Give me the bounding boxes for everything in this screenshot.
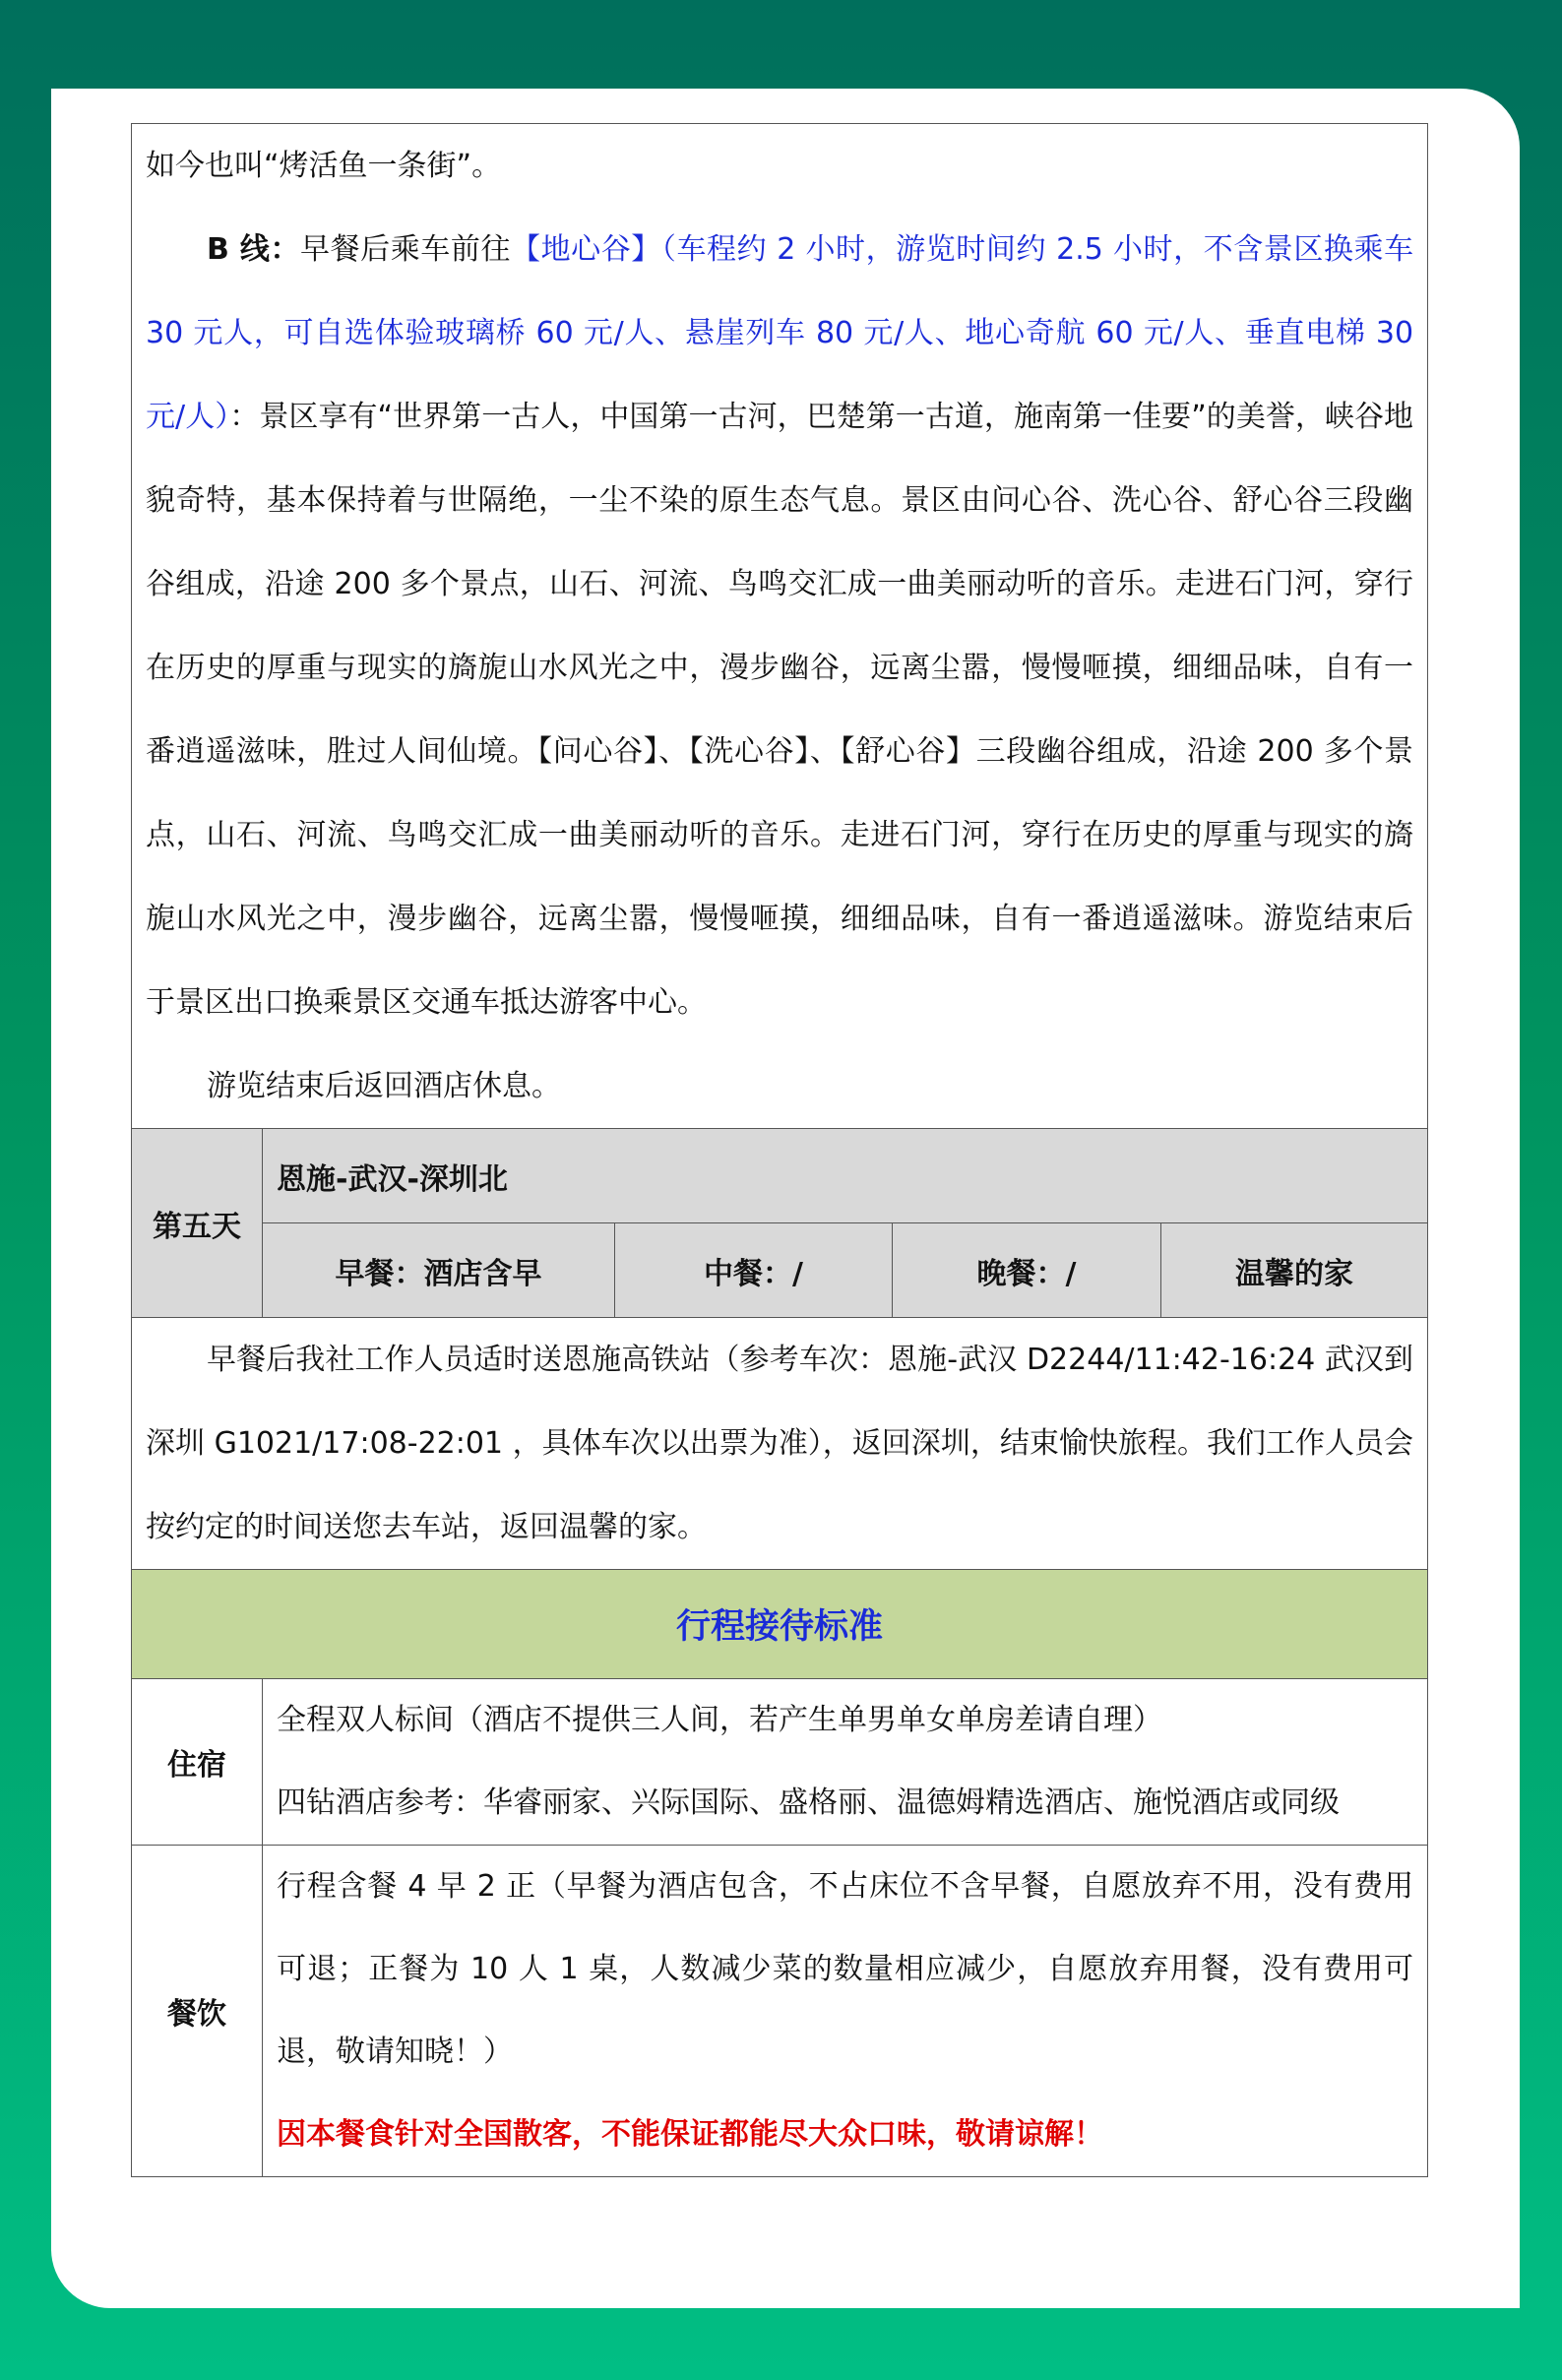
standards-title: 行程接待标准 (132, 1570, 1428, 1679)
dining-label: 餐饮 (132, 1846, 263, 2177)
route-b-label: B 线： (207, 232, 301, 267)
day5-breakfast: 早餐：酒店含早 (263, 1223, 615, 1318)
day5-description: 早餐后我社工作人员适时送恩施高铁站（参考车次：恩施-武汉 D2244/11:42-16:24 武汉到深圳 G1021/17:08-22:01 ，具体车次以出票为准），返回深圳，结束愉快旅程。我们工作人员会按约定的时间送您去车站，返回温馨的家。 (146, 1343, 1414, 1544)
day5-accommodation: 温馨的家 (1161, 1223, 1428, 1318)
lodging-line-1: 全程双人标间（酒店不提供三人间，若产生单男单女单房差请自理） (277, 1703, 1162, 1737)
route-b-paragraph (132, 208, 1427, 1044)
lodging-cell (263, 1679, 1428, 1846)
lodging-line-2: 四钻酒店参考：华睿丽家、兴际国际、盛格丽、温德姆精选酒店、施悦酒店或同级 (277, 1785, 1340, 1820)
return-hotel-note: 游览结束后返回酒店休息。 (207, 1069, 561, 1103)
dining-text: 行程含餐 4 早 2 正（早餐为酒店包含，不占床位不含早餐，自愿放弃不用，没有费用可退；正餐为 10 人 1 桌，人数减少菜的数量相应减少，自愿放弃用餐，没有费用可退，敬请知晓！） (277, 1869, 1414, 2069)
day5-label: 第五天 (132, 1129, 263, 1318)
day4-text-cell (132, 124, 1428, 1129)
dining-cell (263, 1846, 1428, 2177)
day5-text-cell (132, 1318, 1428, 1570)
route-a-ending: 如今也叫“烤活鱼一条街”。 (146, 149, 502, 183)
lodging-label: 住宿 (132, 1679, 263, 1846)
route-b-description: ：景区享有“世界第一古人，中国第一古河，巴楚第一古道，施南第一佳要”的美誉，峡谷地貌奇特，基本保持着与世隔绝，一尘不染的原生态气息。景区由问心谷、洗心谷、舒心谷三段幽谷组成，沿途 200 多个景点，山石、河流、鸟鸣交汇成一曲美丽动听的音乐。走进石门河，穿行在历史的厚重与现实的旖旎山水风光之中，漫步幽谷，远离尘嚣，慢慢咂摸，细细品味，自有一番逍遥滋味，胜过人间仙境。【问心谷】、【洗心谷】、【舒心谷】三段幽谷组成，沿途 200 多个景点，山石、河流、鸟鸣交汇成一曲美丽动听的音乐。走进石门河，穿行在历史的厚重与现实的旖旎山水风光之中，漫步幽谷，远离尘嚣，慢慢咂摸，细细品味，自有一番逍遥滋味。游览结束后于景区出口换乘景区交通车抵达游客中心。 (146, 400, 1414, 1020)
day5-dinner: 晚餐：/ (893, 1223, 1161, 1318)
day5-route: 恩施-武汉-深圳北 (263, 1129, 1428, 1223)
dining-warning: 因本餐食针对全国散客，不能保证都能尽大众口味，敬请谅解！ (277, 2117, 1103, 2152)
itinerary-document (131, 123, 1427, 2177)
route-b-lead: 早餐后乘车前往 (300, 232, 512, 267)
route-b-highlight: 【地心谷】（车程约 2 小时，游览时间约 2.5 小时，不含景区换乘车 30 元人，可自选体验玻璃桥 60 元/人、悬崖列车 80 元/人、地心奇航 60 元/人、垂直电梯 30 元/人） (146, 232, 1414, 434)
day5-lunch: 中餐：/ (615, 1223, 893, 1318)
itinerary-table (131, 123, 1428, 2177)
